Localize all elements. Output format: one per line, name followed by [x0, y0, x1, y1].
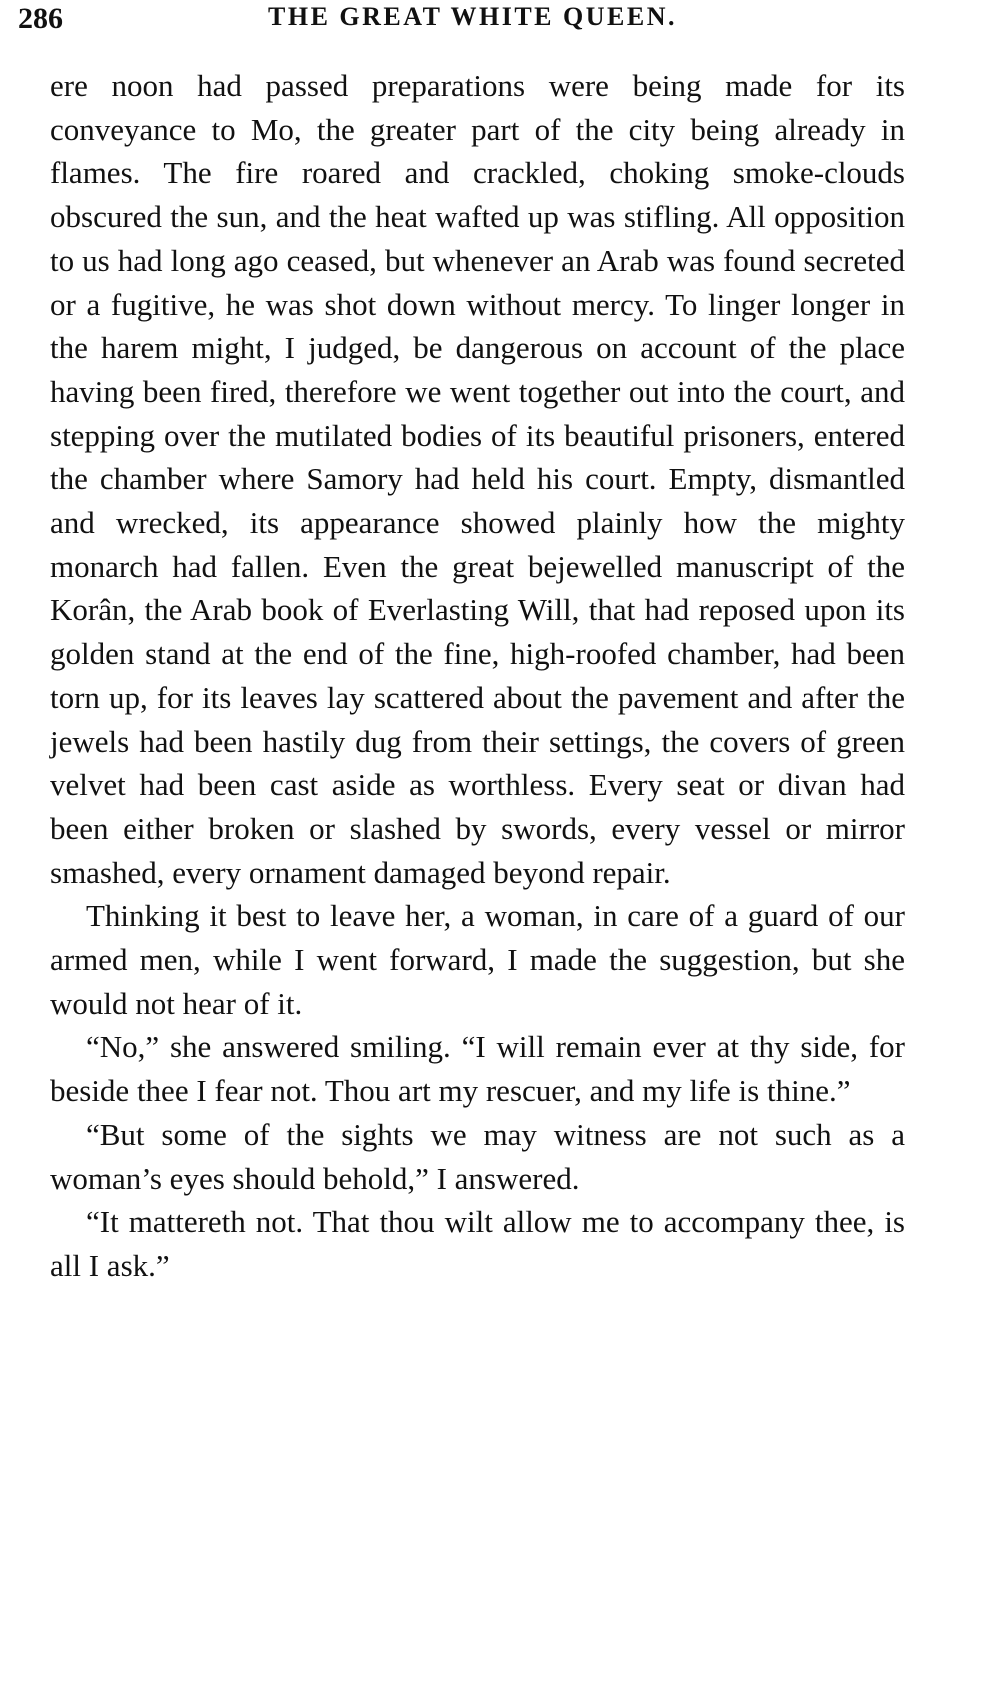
running-head	[18, 2, 778, 42]
paragraph-continued: ere noon had passed preparations were being made for its conveyance to Mo, the greater part of the city being already in flames. The fire roared and crackled, choking smoke-clouds obscured the sun, and the heat wafted up was stifling. All opposition to us had long ago ceased, but whenever an Arab was found secreted or a fugitive, he was shot down without mercy. To linger longer in the harem might, I judged, be dangerous on account of the place having been fired, therefore we went together out into the court, and stepping over the mutilated bodies of its beautiful prisoners, entered the chamber where Samory had held his court. Empty, dismantled and wrecked, its appearance showed plainly how the mighty monarch had fallen. Even the great bejewelled manuscript of the Korân, the Arab book of Everlasting Will, that had reposed upon its golden stand at the end of the fine, high-roofed chamber, had been torn up, for its leaves lay scattered about the pavement and after the jewels had been hastily dug from their settings, the covers of green velvet had been cast aside as worthless. Every seat or divan had been either broken or slashed by swords, every vessel or mirror smashed, every ornament damaged beyond repair.	[50, 68, 905, 890]
running-title: THE GREAT WHITE QUEEN.	[268, 2, 677, 31]
paragraph: “But some of the sights we may witness are not such as a woman’s eyes should behold,” I answered.	[50, 1116, 905, 1196]
body-text	[50, 64, 905, 1288]
paragraph: “No,” she answered smiling. “I will remain ever at thy side, for beside thee I fear not. Thou art my rescuer, and my life is thine.”	[50, 1029, 905, 1109]
paragraph: Thinking it best to leave her, a woman, in care of a guard of our armed men, while I went forward, I made the suggestion, but she would not hear of it.	[50, 898, 905, 1021]
page-number: 286	[18, 2, 63, 35]
paragraph: “It mattereth not. That thou wilt allow me to accompany thee, is all I ask.”	[50, 1204, 905, 1283]
